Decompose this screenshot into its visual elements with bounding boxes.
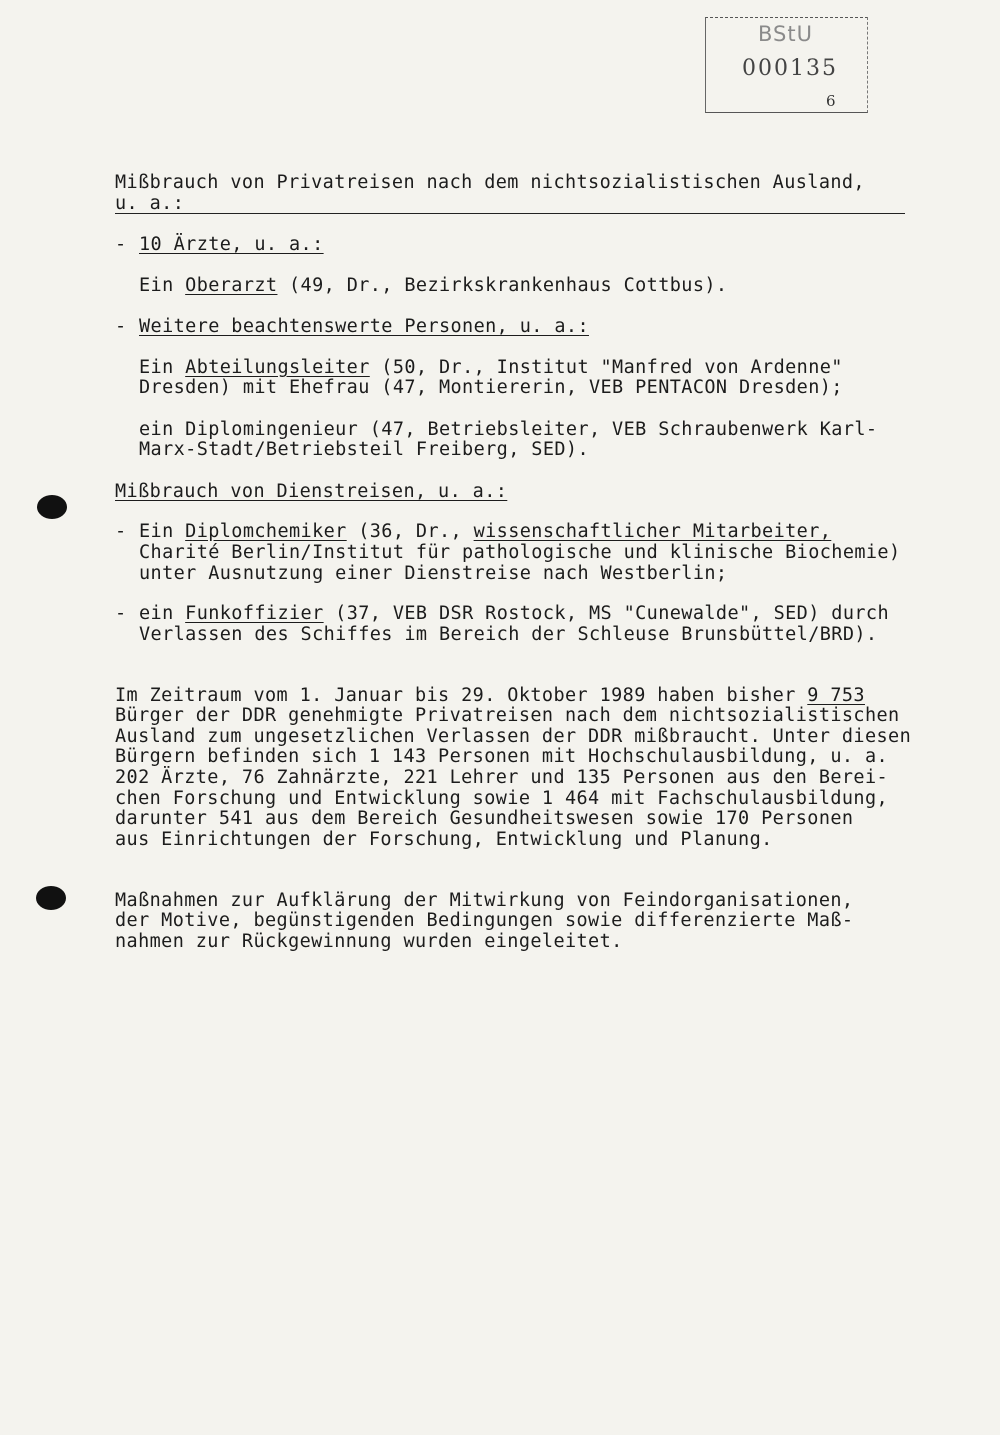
section2-item2-line1: [139, 604, 889, 624]
paragraph3-line7: darunter 541 aus dem Bereich Gesundheitswesen sowie 170 Personen: [115, 808, 854, 829]
section1-heading-rule: [115, 213, 905, 214]
section1-heading-line1: Mißbrauch von Privatreisen nach dem nichtsozialistischen Ausland,: [115, 172, 865, 193]
paragraph3-line5: 202 Ärzte, 76 Zahnärzte, 221 Lehrer und 135 Personen aus den Berei-: [115, 767, 889, 788]
detail-underlined: Diplomchemiker: [185, 521, 347, 542]
detail-underlined: wissenschaftlicher Mitarbeiter,: [473, 521, 832, 542]
paragraph3-line2: Bürger der DDR genehmigte Privatreisen nach dem nichtsozialistischen: [115, 705, 900, 726]
detail-text: Ein: [139, 275, 186, 296]
section2-item2-line2: Verlassen des Schiffes im Bereich der Schleuse Brunsbüttel/BRD).: [139, 624, 878, 645]
paragraph3-line8: aus Einrichtungen der Forschung, Entwicklung und Planung.: [115, 829, 773, 850]
detail-text: (49, Dr., Bezirkskrankenhaus Cottbus).: [277, 275, 728, 296]
paragraph4-line1: Maßnahmen zur Aufklärung der Mitwirkung von Feindorganisationen,: [115, 890, 854, 911]
section2-item1-dash: -: [115, 521, 127, 542]
detail-text: Ein: [139, 357, 186, 378]
paragraph3-line4: Bürgern befinden sich 1 143 Personen mit Hochschulausbildung, u. a.: [115, 746, 889, 767]
section2-heading: Mißbrauch von Dienstreisen, u. a.:: [115, 481, 508, 502]
paragraph3-line3: Ausland zum ungesetzlichen Verlassen der DDR mißbraucht. Unter diesen: [115, 726, 912, 747]
section2-item2-dash: -: [115, 603, 127, 624]
paragraph4-line2: der Motive, begünstigenden Bedingungen sowie differenzierte Maß-: [115, 910, 854, 931]
detail-underlined: Funkoffizier: [185, 603, 324, 624]
section1-item2-label: Weitere beachtenswerte Personen, u. a.:: [139, 316, 589, 337]
section2-item1-line1: [139, 522, 831, 542]
section1-item2-p1-line2: Dresden) mit Ehefrau (47, Montiererin, VEB PENTACON Dresden);: [139, 377, 843, 398]
punch-hole-bottom: [36, 886, 66, 910]
detail-underlined: Abteilungsleiter: [185, 357, 370, 378]
section2-item1-line3: unter Ausnutzung einer Dienstreise nach Westberlin;: [139, 563, 728, 584]
detail-text: (37, VEB DSR Rostock, MS "Cunewalde", SED) durch: [323, 603, 889, 624]
detail-text: (50, Dr., Institut "Manfred von Ardenne": [369, 357, 843, 378]
section1-item2-p2-line1: ein Diplomingenieur (47, Betriebsleiter, VEB Schraubenwerk Karl-: [139, 419, 878, 440]
detail-text: ein: [139, 603, 186, 624]
section1-item2-p1-line1: [139, 358, 843, 378]
section2-item1-line2: Charité Berlin/Institut für pathologische und klinische Biochemie): [139, 542, 901, 563]
paragraph3-line6: chen Forschung und Entwicklung sowie 1 464 mit Fachschulausbildung,: [115, 788, 889, 809]
paragraph-underlined: 9 753: [807, 685, 865, 706]
paragraph3-line1: [115, 686, 865, 706]
section1-item1-label: 10 Ärzte, u. a.:: [139, 234, 324, 255]
paragraph-text: Im Zeitraum vom 1. Januar bis 29. Oktober 1989 haben bisher: [115, 685, 808, 706]
paragraph4-line3: nahmen zur Rückgewinnung wurden eingeleitet.: [115, 931, 623, 952]
section1-item1-dash: -: [115, 234, 127, 255]
detail-text: (36, Dr.,: [346, 521, 474, 542]
stamp-number: 000135: [742, 56, 838, 81]
section1-heading-line2: u. a.:: [115, 193, 185, 214]
stamp-archive-label: BStU: [758, 22, 813, 46]
section1-item2-dash: -: [115, 316, 127, 337]
section1-item2-p2-line2: Marx-Stadt/Betriebsteil Freiberg, SED).: [139, 439, 589, 460]
stamp-page-number: 6: [826, 92, 836, 110]
archive-stamp: [705, 17, 868, 113]
detail-underlined: Oberarzt: [185, 275, 278, 296]
detail-text: Ein: [139, 521, 186, 542]
punch-hole-top: [37, 495, 67, 519]
section1-item1-detail: [139, 276, 727, 296]
